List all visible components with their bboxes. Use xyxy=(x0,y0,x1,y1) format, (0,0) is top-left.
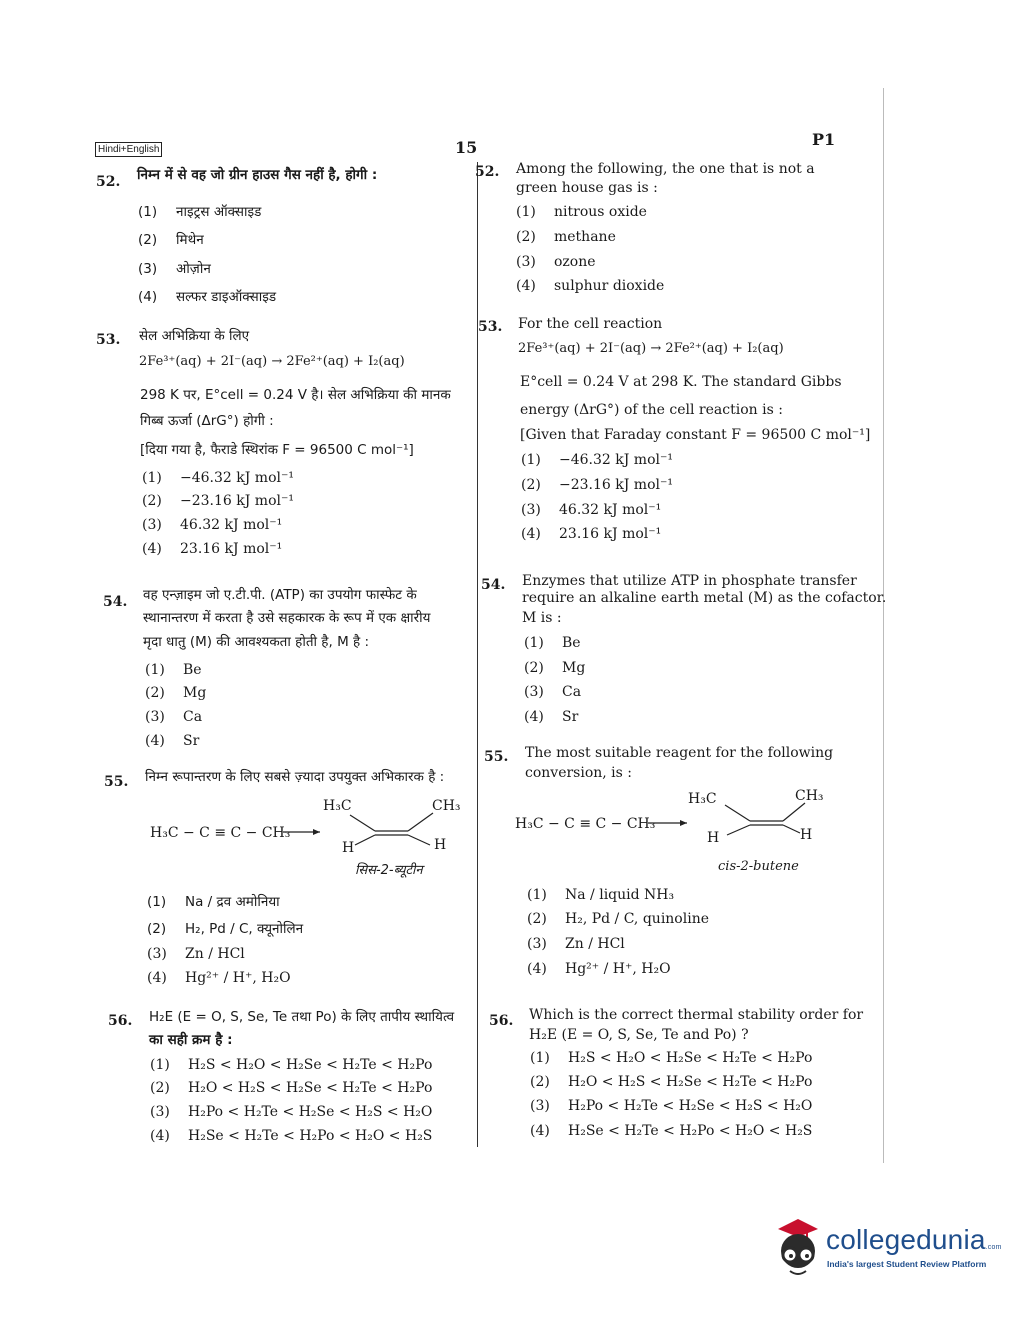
question-text: green house gas is : xyxy=(516,180,658,196)
option: (4) सल्फर डाइऑक्साइड xyxy=(138,289,277,305)
question-text: conversion, is : xyxy=(525,765,633,781)
product-name: सिस-2-ब्यूटीन xyxy=(355,863,423,878)
given-note: [दिया गया है, फैराडे स्थिरांक F = 96500 C mol⁻¹] xyxy=(140,442,414,458)
question-text: energy (ΔrG°) of the cell reaction is : xyxy=(520,402,783,418)
option: (3) Zn / HCl xyxy=(147,946,245,962)
question-number: 56. xyxy=(489,1013,514,1029)
cell-reaction: 2Fe³⁺(aq) + 2I⁻(aq) → 2Fe²⁺(aq) + I₂(aq) xyxy=(518,341,784,356)
option: (4) Hg²⁺ / H⁺, H₂O xyxy=(527,961,671,977)
option: (3) 46.32 kJ mol⁻¹ xyxy=(521,502,662,518)
question-number: 53. xyxy=(478,319,503,335)
logo-tagline: India's largest Student Review Platform xyxy=(827,1259,987,1269)
option: (2) H₂O < H₂S < H₂Se < H₂Te < H₂Po xyxy=(150,1080,433,1096)
methyl-group: CH₃ xyxy=(795,788,824,804)
hydrogen-atom: H xyxy=(342,840,355,856)
methyl-group: CH₃ xyxy=(432,798,461,814)
question-text: निम्न में से वह जो ग्रीन हाउस गैस नहीं है, होगी : xyxy=(137,167,378,183)
question-text: Which is the correct thermal stability order for xyxy=(529,1007,864,1023)
option: (4) Hg²⁺ / H⁺, H₂O xyxy=(147,970,291,986)
page-number: 15 xyxy=(455,138,478,157)
question-text: H₂E (E = O, S, Se, Te and Po) ? xyxy=(529,1027,749,1043)
hydrogen-atom: H xyxy=(800,827,813,843)
option: (3) ozone xyxy=(516,254,596,270)
question-text: For the cell reaction xyxy=(518,316,663,332)
option: (4) H₂Se < H₂Te < H₂Po < H₂O < H₂S xyxy=(150,1128,433,1144)
option: (2) Mg xyxy=(524,660,586,676)
option: (4) Sr xyxy=(524,709,579,725)
option: (2) H₂O < H₂S < H₂Se < H₂Te < H₂Po xyxy=(530,1074,813,1090)
column-divider xyxy=(477,162,478,1147)
option: (1) H₂S < H₂O < H₂Se < H₂Te < H₂Po xyxy=(150,1057,433,1073)
question-text: M is : xyxy=(522,610,562,626)
page-edge-line xyxy=(883,88,884,1163)
option: (3) H₂Po < H₂Te < H₂Se < H₂S < H₂O xyxy=(530,1098,813,1114)
option: (3) H₂Po < H₂Te < H₂Se < H₂S < H₂O xyxy=(150,1104,433,1120)
option: (2) H₂, Pd / C, क्यूनोलिन xyxy=(147,921,304,937)
question-text: The most suitable reagent for the following xyxy=(525,745,834,761)
option: (2) Mg xyxy=(145,685,207,701)
question-number: 53. xyxy=(96,332,121,348)
option: (1) H₂S < H₂O < H₂Se < H₂Te < H₂Po xyxy=(530,1050,813,1066)
option: (2) H₂, Pd / C, quinoline xyxy=(527,911,709,927)
option: (1) −46.32 kJ mol⁻¹ xyxy=(521,452,673,468)
question-text: का सही क्रम है : xyxy=(149,1032,233,1048)
option: (2) मिथेन xyxy=(138,232,204,248)
question-text: गिब्ब ऊर्जा (ΔrG°) होगी : xyxy=(140,413,274,429)
set-code: P1 xyxy=(812,130,836,149)
question-text: Enzymes that utilize ATP in phosphate transfer xyxy=(522,573,857,589)
question-text: निम्न रूपान्तरण के लिए सबसे ज़्यादा उपयुक्त अभिकारक है : xyxy=(145,769,445,785)
option: (1) Be xyxy=(145,662,202,678)
reaction-diagram xyxy=(150,795,470,880)
methyl-group: H₃C xyxy=(323,798,352,814)
question-number: 52. xyxy=(475,164,500,180)
question-text: E°cell = 0.24 V at 298 K. The standard Gibbs xyxy=(520,374,842,390)
question-text: स्थानान्तरण में करता है उसे सहकारक के रूप में एक क्षारीय xyxy=(143,610,431,626)
option: (3) Ca xyxy=(145,709,203,725)
option: (2) −23.16 kJ mol⁻¹ xyxy=(521,477,673,493)
option: (4) 23.16 kJ mol⁻¹ xyxy=(142,541,283,557)
product-name: cis-2-butene xyxy=(718,859,799,874)
hydrogen-atom: H xyxy=(707,830,720,846)
hydrogen-atom: H xyxy=(434,837,447,853)
question-text: H₂E (E = O, S, Se, Te तथा Po) के लिए तापीय स्थायित्व xyxy=(149,1009,455,1025)
option: (1) नाइट्रस ऑक्साइड xyxy=(138,204,262,220)
option: (1) Na / द्रव अमोनिया xyxy=(147,894,280,910)
option: (1) Na / liquid NH₃ xyxy=(527,887,675,903)
question-text: सेल अभिक्रिया के लिए xyxy=(139,328,250,344)
question-text: Among the following, the one that is not a xyxy=(516,161,815,177)
question-number: 56. xyxy=(108,1013,133,1029)
question-number: 52. xyxy=(96,174,121,190)
option: (3) 46.32 kJ mol⁻¹ xyxy=(142,517,283,533)
reactant-formula: H₃C − C ≡ C − CH₃ xyxy=(150,825,291,841)
reactant-formula: H₃C − C ≡ C − CH₃ xyxy=(515,816,656,832)
methyl-group: H₃C xyxy=(688,791,717,807)
question-text: मृदा धातु (M) की आवश्यकता होती है, M है : xyxy=(143,634,370,650)
option: (1) −46.32 kJ mol⁻¹ xyxy=(142,470,294,486)
given-note: [Given that Faraday constant F = 96500 C mol⁻¹] xyxy=(520,427,871,443)
question-number: 54. xyxy=(481,577,506,593)
language-tag: Hindi+English xyxy=(95,142,162,157)
option: (1) Be xyxy=(524,635,581,651)
question-number: 54. xyxy=(103,594,128,610)
cell-reaction: 2Fe³⁺(aq) + 2I⁻(aq) → 2Fe²⁺(aq) + I₂(aq) xyxy=(139,354,405,369)
question-text: वह एन्ज़ाइम जो ए.टी.पी. (ATP) का उपयोग फास्फेट के xyxy=(143,587,417,603)
option: (3) Ca xyxy=(524,684,582,700)
question-number: 55. xyxy=(484,749,509,765)
option: (1) nitrous oxide xyxy=(516,204,647,220)
logo-wordmark: collegedunia.com xyxy=(826,1224,1002,1255)
option: (4) 23.16 kJ mol⁻¹ xyxy=(521,526,662,542)
option: (3) Zn / HCl xyxy=(527,936,625,952)
mascot-icon xyxy=(770,1215,826,1285)
reaction-diagram xyxy=(515,785,845,880)
option: (2) −23.16 kJ mol⁻¹ xyxy=(142,493,294,509)
option: (4) sulphur dioxide xyxy=(516,278,665,294)
option: (4) H₂Se < H₂Te < H₂Po < H₂O < H₂S xyxy=(530,1123,813,1139)
option: (4) Sr xyxy=(145,733,200,749)
question-number: 55. xyxy=(104,774,129,790)
option: (3) ओज़ोन xyxy=(138,261,211,277)
option: (2) methane xyxy=(516,229,616,245)
question-text: 298 K पर, E°cell = 0.24 V है। सेल अभिक्रिया की मानक xyxy=(140,387,451,403)
question-text: require an alkaline earth metal (M) as the cofactor. xyxy=(522,590,887,606)
